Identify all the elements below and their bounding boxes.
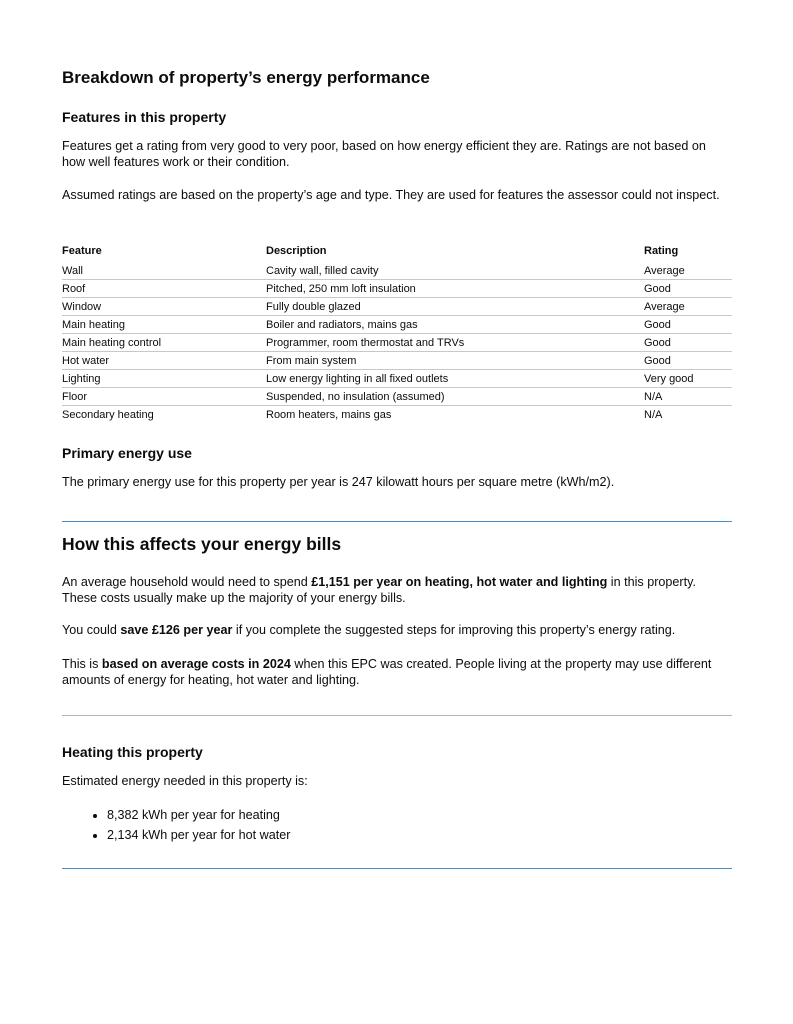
costs-basis-highlight: based on average costs in 2024 xyxy=(101,657,291,671)
description-cell: Suspended, no insulation (assumed) xyxy=(266,388,644,406)
rating-cell: Good xyxy=(644,352,732,370)
description-cell: From main system xyxy=(266,352,644,370)
description-cell: Pitched, 250 mm loft insulation xyxy=(266,280,644,298)
rating-cell: Average xyxy=(644,298,732,316)
feature-cell: Roof xyxy=(62,280,266,298)
table-row xyxy=(62,388,732,406)
table-header-row xyxy=(62,240,732,262)
heating-heading: Heating this property xyxy=(62,744,203,760)
table-row xyxy=(62,280,732,298)
features-intro-1: Features get a rating from very good to very poor, based on how energy efficient they are. Ratings are not based on how well features work or their condition. xyxy=(62,139,706,169)
heating-list xyxy=(62,805,290,845)
rating-cell: Good xyxy=(644,316,732,334)
bills-title: How this affects your energy bills xyxy=(62,534,342,554)
section-divider-bottom xyxy=(62,868,732,869)
features-table xyxy=(62,240,732,423)
header-feature: Feature xyxy=(62,245,102,257)
table-row xyxy=(62,316,732,334)
table-row xyxy=(62,334,732,352)
subsection-divider xyxy=(62,715,732,716)
feature-cell: Hot water xyxy=(62,352,266,370)
rating-cell: Average xyxy=(644,262,732,280)
bills-paragraph-1: An average household would need to spend £1,151 per year on heating, hot water and lighting in this property. These costs usually make up the majority of your energy bills. xyxy=(62,575,696,605)
table-row xyxy=(62,406,732,424)
feature-cell: Secondary heating xyxy=(62,408,154,421)
table-row xyxy=(62,298,732,316)
section-divider xyxy=(62,521,732,522)
rating-cell: Good xyxy=(644,280,732,298)
table-row xyxy=(62,262,732,280)
feature-cell: Main heating control xyxy=(62,334,266,352)
list-item: • 8,382 kWh per year for heating xyxy=(107,805,290,825)
average-cost-highlight: £1,151 per year on heating, hot water and lighting xyxy=(311,575,608,589)
primary-energy-text: The primary energy use for this property per year is 247 kilowatt hours per square metre (kWh/m2). xyxy=(62,475,615,489)
rating-cell: Good xyxy=(644,334,732,352)
description-cell: Room heaters, mains gas xyxy=(266,408,392,421)
header-rating: Rating xyxy=(644,245,679,257)
header-description: Description xyxy=(266,245,327,257)
bills-paragraph-2: You could save £126 per year if you complete the suggested steps for improving this property’s energy rating. xyxy=(62,623,676,637)
savings-highlight: save £126 per year xyxy=(120,623,233,637)
rating-cell: N/A xyxy=(644,388,732,406)
feature-cell: Floor xyxy=(62,388,266,406)
features-intro-2: Assumed ratings are based on the property’s age and type. They are used for features the assessor could not inspect. xyxy=(62,188,720,202)
breakdown-title: Breakdown of property’s energy performance xyxy=(62,68,430,87)
table-row xyxy=(62,352,732,370)
description-cell: Fully double glazed xyxy=(266,298,644,316)
heating-intro: Estimated energy needed in this property is: xyxy=(62,774,308,788)
description-cell: Boiler and radiators, mains gas xyxy=(266,316,644,334)
feature-cell: Wall xyxy=(62,262,266,280)
description-cell: Cavity wall, filled cavity xyxy=(266,262,644,280)
bills-paragraph-3: This is based on average costs in 2024 when this EPC was created. People living at the property may use different amounts of energy for heating, hot water and lighting. xyxy=(62,657,712,687)
list-item: • 2,134 kWh per year for hot water xyxy=(107,825,290,845)
description-cell: Programmer, room thermostat and TRVs xyxy=(266,334,644,352)
rating-cell: Very good xyxy=(644,370,732,388)
rating-cell: N/A xyxy=(644,408,663,421)
table-row xyxy=(62,370,732,388)
feature-cell: Lighting xyxy=(62,370,266,388)
primary-energy-heading: Primary energy use xyxy=(62,445,192,461)
feature-cell: Window xyxy=(62,298,266,316)
features-heading: Features in this property xyxy=(62,109,227,125)
feature-cell: Main heating xyxy=(62,316,266,334)
description-cell: Low energy lighting in all fixed outlets xyxy=(266,370,644,388)
